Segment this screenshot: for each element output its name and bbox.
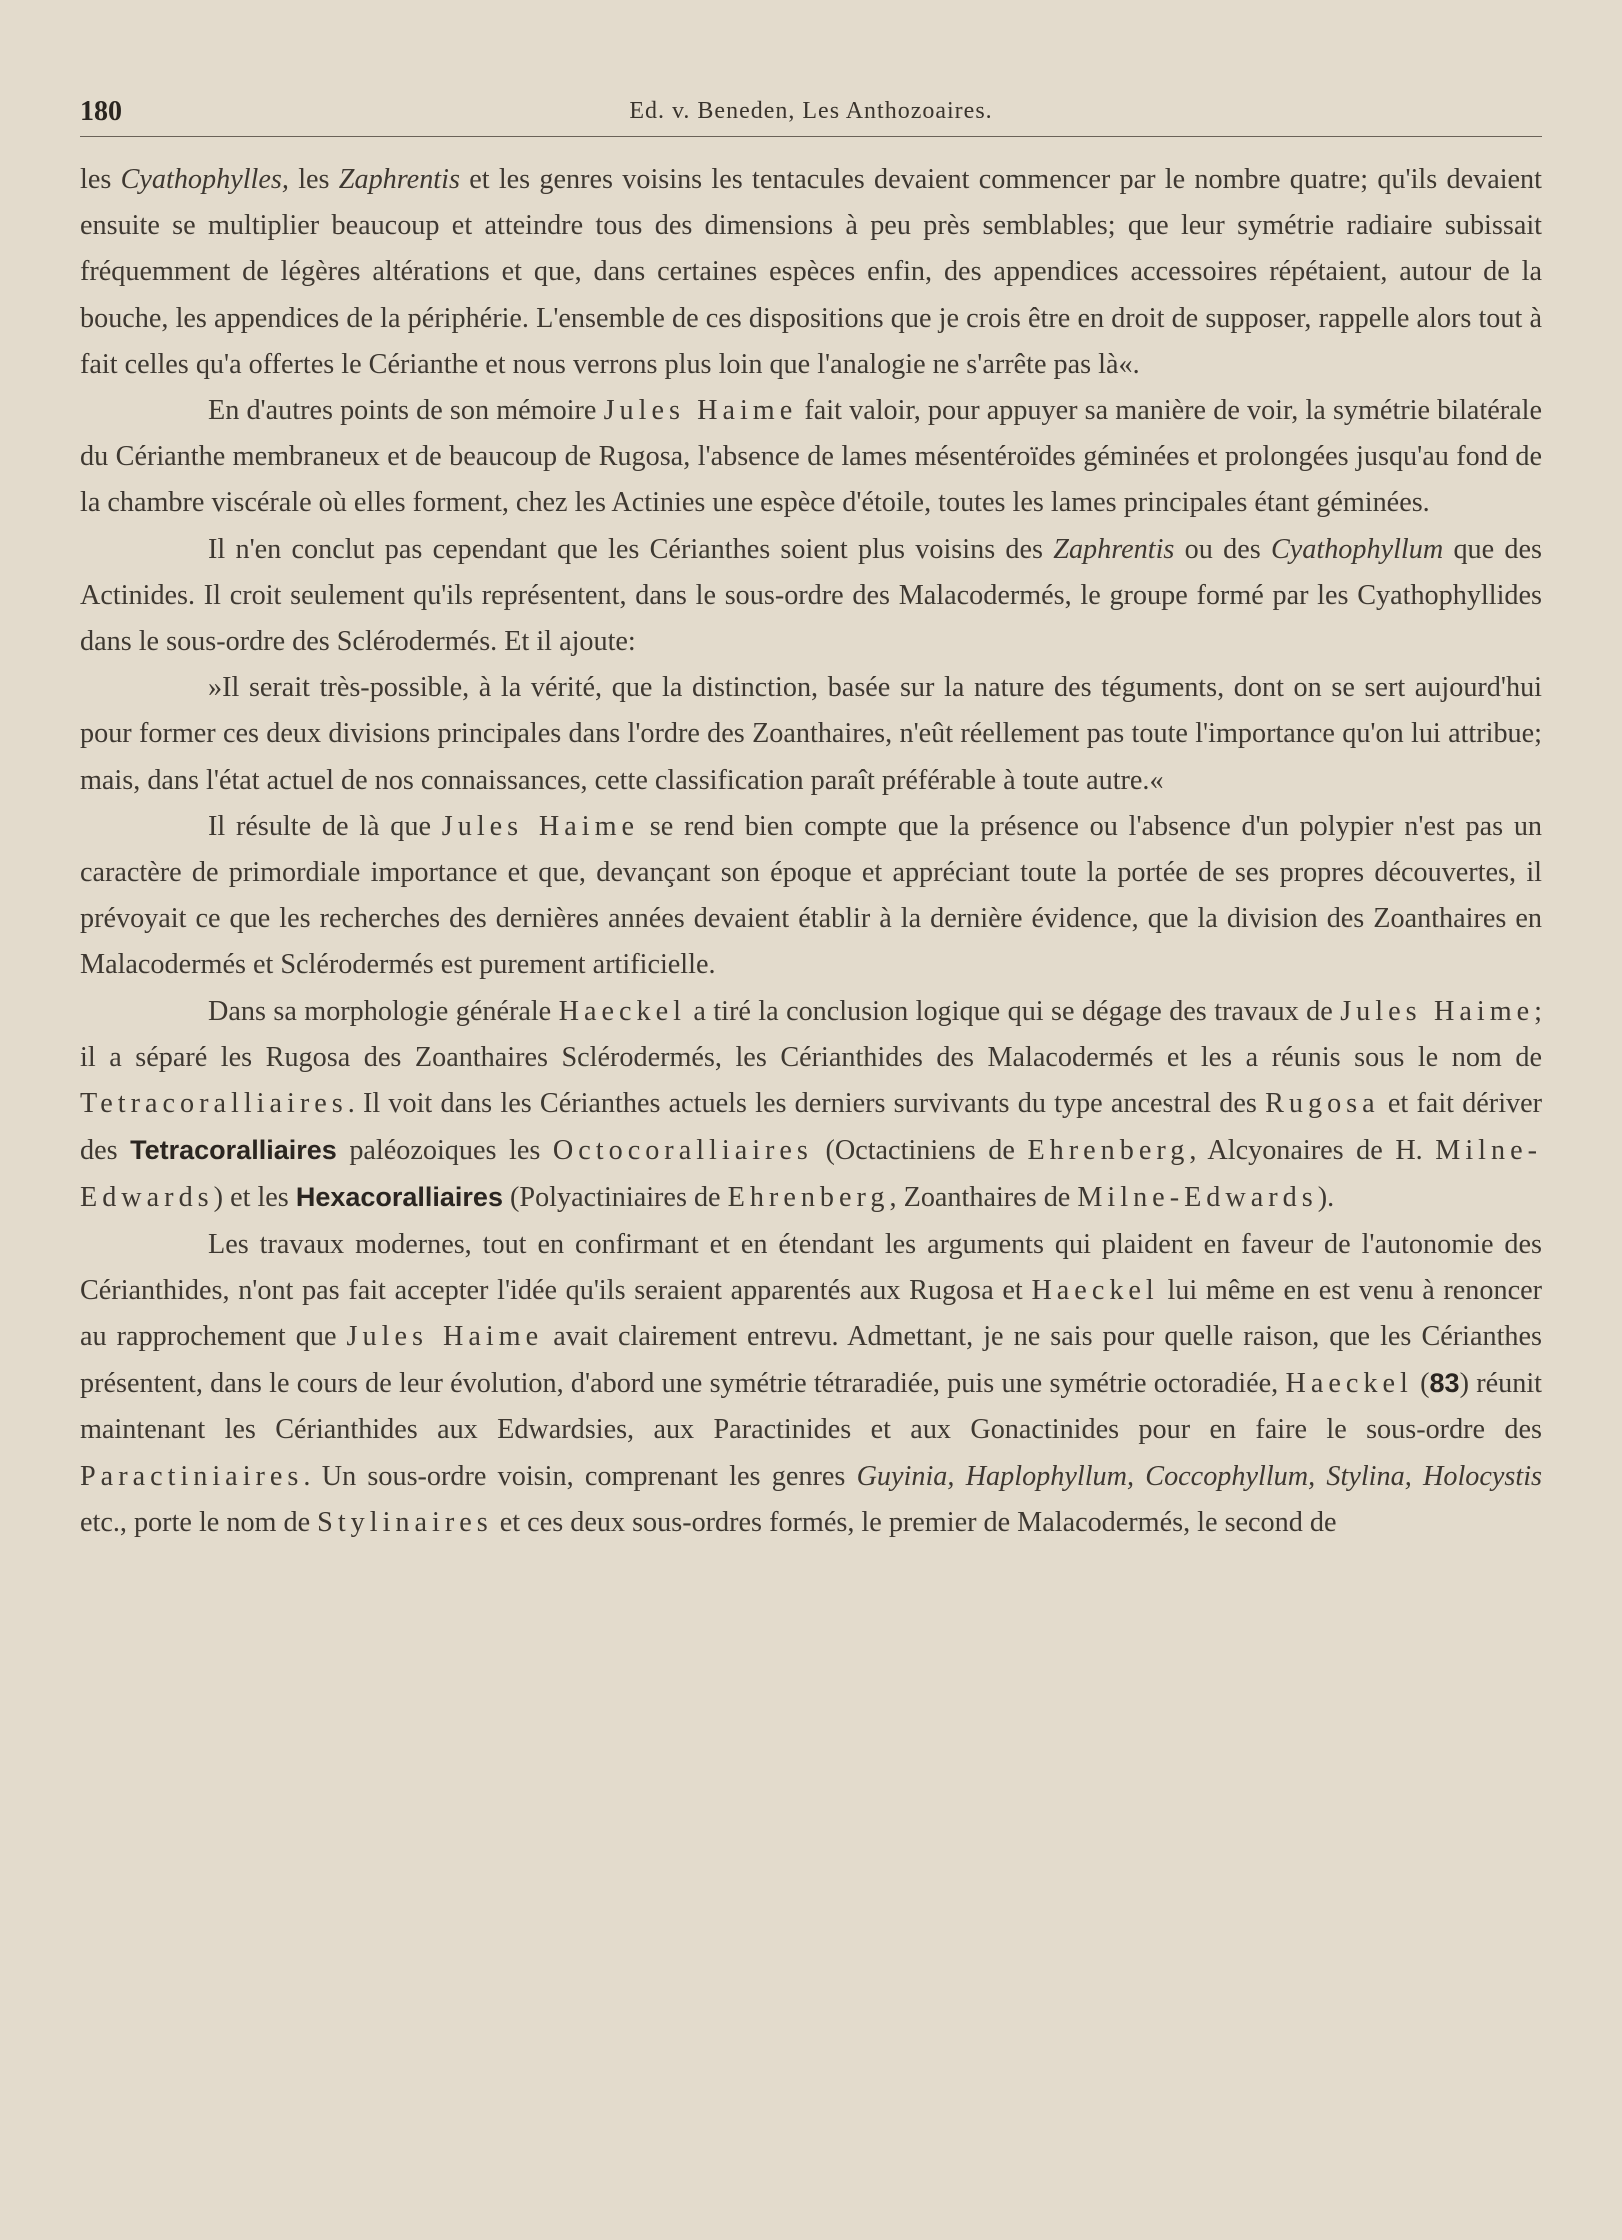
text-run: En d'autres points de son mémoire bbox=[208, 395, 604, 427]
text-run: les bbox=[288, 164, 339, 195]
text-run: ). bbox=[1317, 1182, 1335, 1214]
text-run: ) et les bbox=[213, 1182, 296, 1214]
taxon-name: Cyathophylles, bbox=[120, 164, 289, 195]
text-run: Dans sa morphologie générale bbox=[208, 995, 559, 1027]
text-run: ( bbox=[1412, 1368, 1430, 1400]
text-run: Il résulte de là que bbox=[208, 810, 442, 842]
taxon-name: Zaphrentis bbox=[1053, 533, 1175, 565]
text-run: ou des bbox=[1174, 533, 1271, 565]
text-run: et fait dériver des bbox=[80, 1088, 1543, 1167]
paragraph-quote: »Il serait très-possible, à la vérité, que la distinction, basée sur la nature des téguments, dont on se sert aujourd'hui pour former ces deux divisions principales dans l'ordre des Zoanthaires, n'eût réellement pas toute l'importance qu'on lui attribue; mais, dans l'état actuel de nos connaissances, cette classification paraît préférable à toute autre.« bbox=[80, 672, 1542, 796]
page-number: 180 bbox=[80, 96, 122, 127]
reference-number: 83 bbox=[1429, 1368, 1460, 1399]
text-run: fait valoir, pour appuyer sa manière de voir, la symétrie bilatérale du Cérianthe membraneux et de beaucoup de Rugosa, l'absence de lames mésentéroïdes géminées et prolongées jusqu'au fond de la chambre viscérale où elles forment, chez les Actinies une espèce d'étoile, toutes les lames principales étant géminées. bbox=[80, 395, 1543, 519]
author-name: Haeckel bbox=[1285, 1368, 1413, 1400]
text-run: lui même en est venu à renoncer au rapprochement que bbox=[80, 1274, 1542, 1353]
text-run: paléozoiques les bbox=[336, 1135, 553, 1167]
text-run: Il n'en conclut pas cependant que les Cérianthes soient plus voisins des bbox=[208, 533, 1054, 565]
taxon-name: Cyathophyllum bbox=[1270, 533, 1444, 565]
author-name: Ehrenberg bbox=[727, 1182, 890, 1214]
text-run: a tiré la conclusion logique qui se dégage des travaux de bbox=[685, 995, 1341, 1027]
text-run: et les genres voisins les tentacules devaient commencer par le nombre quatre; qu'ils devaient ensuite se multiplier beaucoup et atteindre tous des dimensions à peu près semblables; que leur symétrie radiaire subissait fréquemment de légères altérations et que, dans certaines espèces enfin, des appendices accessoires répétaient, autour de la bouche, les appendices de la périphérie. L'ensemble de ces dispositions que je crois être en droit de supposer, rappelle alors tout à fait celles qu'a offertes le Cérianthe et nous verrons plus loin que l'analogie ne s'arrête pas là«. bbox=[80, 164, 1542, 380]
author-name: Milne-Edwards bbox=[80, 1135, 1542, 1214]
taxon-name-bold: Hexacoralliaires bbox=[295, 1182, 503, 1213]
paragraph-5 bbox=[80, 804, 1542, 989]
text-run: Les travaux modernes, tout en confirmant et en étendant les arguments qui plaident en faveur de l'autonomie des Cérianthides, n'ont pas fait accepter l'idée qu'ils seraient apparentés aux Rugosa et bbox=[80, 1228, 1542, 1306]
author-name: Haeckel bbox=[558, 995, 686, 1027]
author-name: Jules Haime bbox=[1340, 995, 1535, 1027]
paragraph-1 bbox=[80, 157, 1542, 388]
text-run: . Un sous-ordre voisin, comprenant les genres bbox=[303, 1460, 857, 1492]
text-run: (Polyactiniaires de bbox=[502, 1182, 728, 1214]
author-name: Haeckel bbox=[1031, 1274, 1159, 1306]
page bbox=[80, 92, 1542, 1546]
text-run: etc., porte le nom de bbox=[80, 1506, 318, 1538]
author-name: Jules Haime bbox=[346, 1321, 544, 1353]
taxon-name: Stylinaires bbox=[317, 1506, 493, 1538]
text-run: que des Actinides. Il croit seulement qu'ils représentent, dans le sous-ordre des Malacodermés, le groupe formé par les Cyathophyllides dans le sous-ordre des Sclérodermés. Et il ajoute: bbox=[80, 533, 1542, 658]
paragraph-6 bbox=[80, 989, 1542, 1222]
paragraph-2 bbox=[80, 388, 1542, 527]
text-run: se rend bien compte que la présence ou l'absence d'un polypier n'est pas un caractère de primordiale importance et que, devançant son époque et appréciant toute la portée de ses propres découvertes, il prévoyait ce que les recherches des dernières années devaient établir à la dernière évidence, que la division des Zoanthaires en Malacodermés et Sclérodermés est purement artificielle. bbox=[80, 810, 1543, 981]
text-run: . Il voit dans les Cérianthes actuels les derniers survivants du type ancestral des bbox=[347, 1088, 1266, 1120]
text-run: , Alcyonaires de H. bbox=[1189, 1135, 1436, 1167]
genus-list: Guyinia, Haplophyllum, Coccophyllum, Stylina, Holocystis bbox=[856, 1460, 1542, 1492]
text-run: ) réunit maintenant les Cérianthides aux Edwardsies, aux Paractinides et aux Gonactinides pour en faire le sous-ordre des bbox=[80, 1368, 1543, 1446]
text-run: , Zoanthaires de bbox=[889, 1182, 1078, 1214]
text-run: les bbox=[80, 164, 121, 195]
taxon-name: Tetracoralliaires bbox=[80, 1088, 348, 1120]
page-header bbox=[80, 92, 1542, 137]
author-name: Milne-Edwards bbox=[1077, 1182, 1318, 1214]
taxon-name: Zaphrentis bbox=[338, 164, 460, 195]
author-name: Ehrenberg bbox=[1027, 1135, 1190, 1167]
text-run: avait clairement entrevu. Admettant, je ne sais pour quelle raison, que les Cérianthes présentent, dans le cours de leur évolution, d'abord une symétrie tétraradiée, puis une symétrie octoradiée, bbox=[80, 1321, 1542, 1400]
paragraph-7 bbox=[80, 1222, 1542, 1546]
author-name: Jules Haime bbox=[441, 810, 640, 842]
paragraph-3 bbox=[80, 527, 1542, 666]
author-name: Jules Haime bbox=[603, 395, 798, 427]
taxon-name: Paractiniaires bbox=[80, 1460, 304, 1492]
running-head: Ed. v. Beneden, Les Anthozoaires. bbox=[629, 98, 993, 124]
body-text bbox=[80, 157, 1542, 1546]
text-run: (Octactiniens de bbox=[812, 1135, 1028, 1167]
taxon-name-bold: Tetracoralliaires bbox=[130, 1135, 337, 1166]
text-run: ; il a séparé les Rugosa des Zoanthaires Sclérodermés, les Cérianthides des Malacodermés et les a réunis sous le nom de bbox=[80, 995, 1542, 1073]
taxon-name: Octocoralliaires bbox=[552, 1135, 813, 1167]
text-run: et ces deux sous-ordres formés, le premier de Malacodermés, le second de bbox=[492, 1506, 1337, 1538]
taxon-name: Rugosa bbox=[1265, 1088, 1380, 1120]
